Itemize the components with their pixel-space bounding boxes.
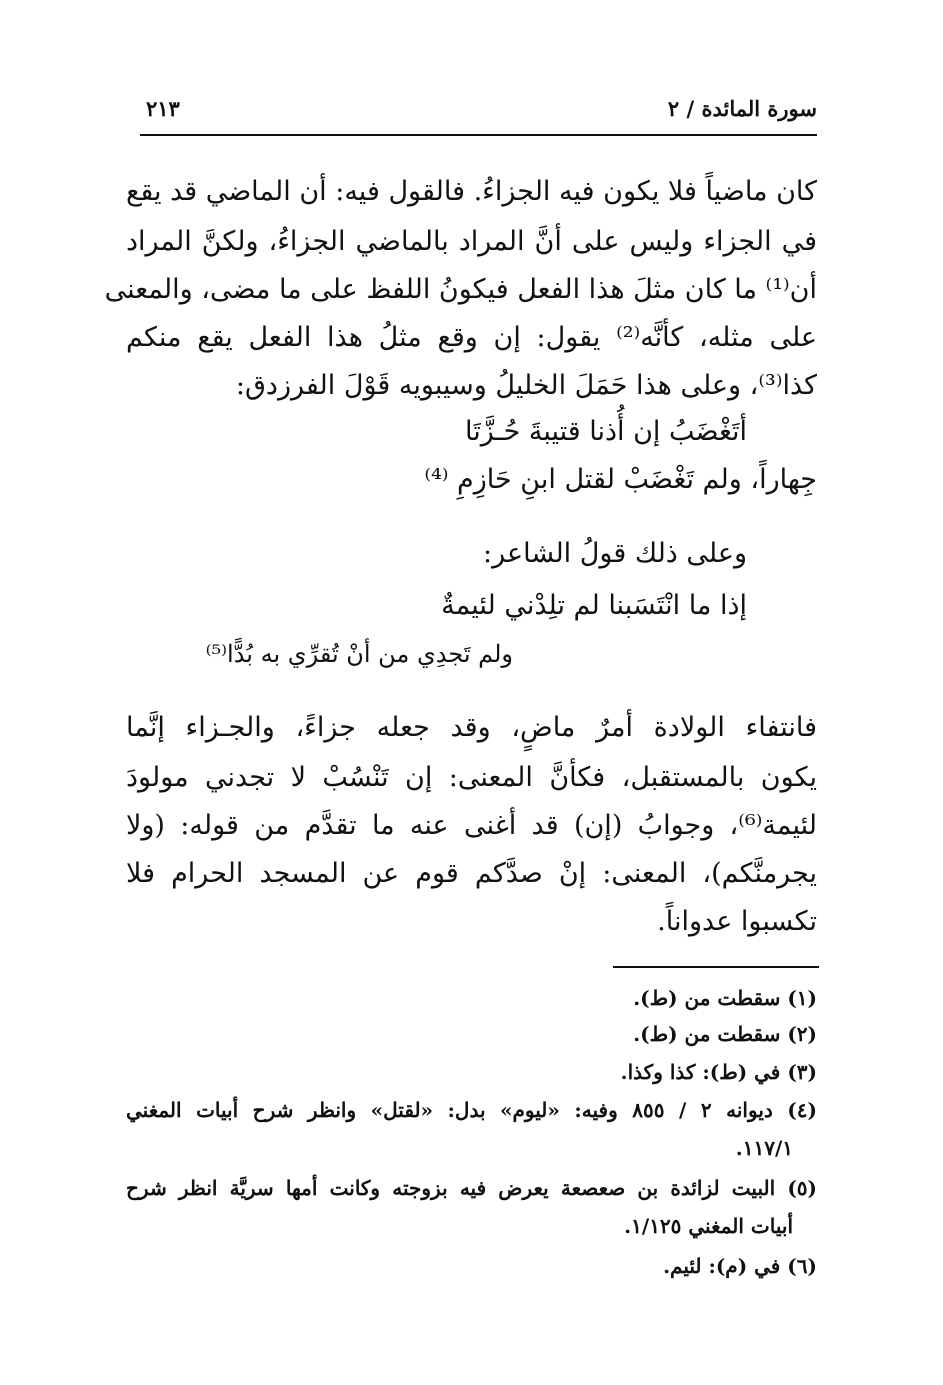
body-line: كان ماضياً فلا يكون فيه الجزاءُ. فالقول فيه: أن الماضي قد يقع <box>125 176 817 207</box>
surah-title: سورة المائدة / ٢ <box>667 96 817 121</box>
poem-verse-hemistich: جِهاراً، ولم تَغْضَبْ لقتل ابنِ حَازِمِ ⁽⁴⁾ <box>424 464 817 495</box>
footnote-separator <box>613 966 819 968</box>
running-header <box>140 96 817 130</box>
header-rule <box>140 134 817 136</box>
body-line: يكون بالمستقبل، فكأنَّ المعنى: إن تَنْسُبْ لا تجدني مولودَ <box>126 762 817 793</box>
footnote: (٥) البيت لزائدة بن صعصعة يعرض فيه بزوجته وكانت أمها سريَّة انظر شرح <box>126 1176 817 1200</box>
body-line: يجرمنَّكم)، المعنى: إنْ صدَّكم قوم عن المسجد الحرام فلا <box>126 858 817 889</box>
body-line: لئيمة⁽⁶⁾، وجوابُ (إن) قد أغنى عنه ما تقدَّم من قوله: (ولا <box>126 810 817 841</box>
footnote: (٤) ديوانه ٢ / ٨٥٥ وفيه: «ليوم» بدل: «لقتل» وانظر شرح أبيات المغني <box>126 1098 817 1122</box>
body-line: فانتفاء الولادة أمرٌ ماضٍ، وقد جعله جزاءً، والجـزاء إنَّما <box>126 712 817 743</box>
footnote: (٦) في (م): لئيم. <box>663 1254 817 1278</box>
body-line: تكسبوا عدواناً. <box>657 906 817 937</box>
body-line: أن⁽¹⁾ ما كان مثلَ هذا الفعل فيكونُ اللفظ على ما مضى، والمعنى <box>104 274 817 305</box>
verse-intro: وعلى ذلك قولُ الشاعر: <box>483 538 747 569</box>
poem-verse-hemistich: إذا ما انْتَسَبنا لم تلِدْني لئيمةٌ <box>441 590 747 621</box>
poem-verse-hemistich: ولم تَجدِي من أنْ تُقرِّي به بُدًّا⁽⁵⁾ <box>205 640 513 668</box>
body-line: على مثله، كأنَّه⁽²⁾ يقول: إن وقع مثلُ هذا الفعل يقع منكم <box>126 322 817 353</box>
footnote: (١) سقطت من (ط). <box>633 986 817 1010</box>
footnote-continuation: أبيات المغني ١/١٢٥. <box>624 1214 793 1238</box>
footnote: (٢) سقطت من (ط). <box>633 1022 817 1046</box>
page-number: ٢١٣ <box>146 96 180 121</box>
footnote: (٣) في (ط): كذا وكذا. <box>620 1060 817 1084</box>
poem-verse-hemistich: أتَغْضَبُ إن أُذنا قتيبةَ حُـزَّتَا <box>465 416 747 447</box>
body-line: في الجزاء وليس على أنَّ المراد بالماضي الجزاءُ، ولكنَّ المراد <box>126 226 817 257</box>
body-line: كذا⁽³⁾، وعلى هذا حَمَلَ الخليلُ وسيبويه قَوْلَ الفرزدق: <box>235 370 817 401</box>
footnote-continuation: ١١٧/١. <box>735 1136 793 1160</box>
